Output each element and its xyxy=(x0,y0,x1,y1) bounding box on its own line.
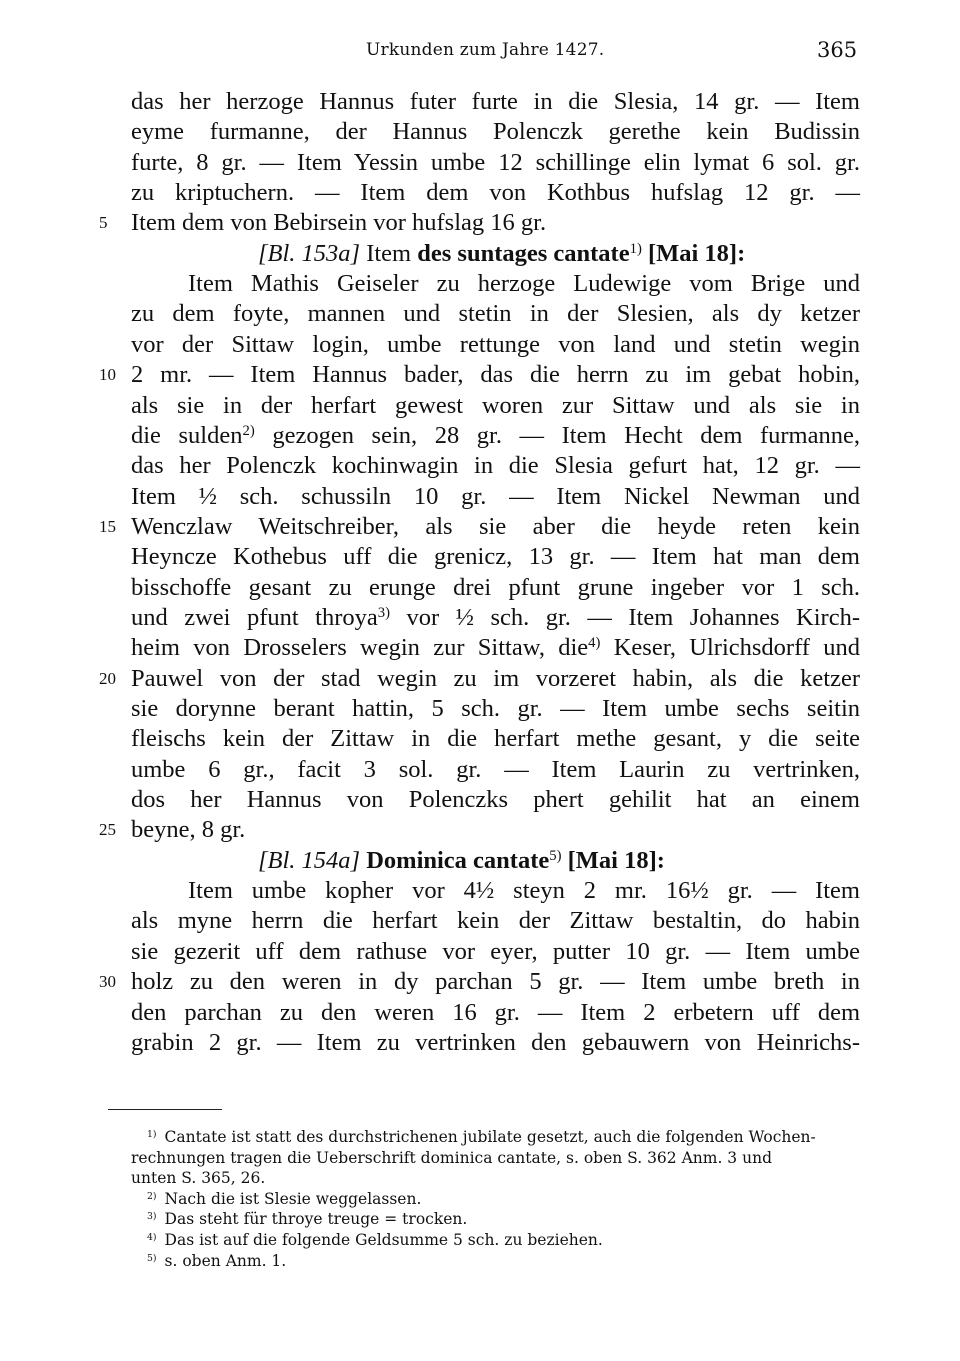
line-number: 25 xyxy=(99,820,116,839)
text-line: fleischs kein der Zittaw in die herfart methe gesant, y die seite xyxy=(131,725,860,752)
footnote-number: 4) xyxy=(147,1231,157,1243)
line-number: 15 xyxy=(99,517,116,536)
line-text: Keser, Ulrichsdorff und xyxy=(600,634,860,661)
running-title: Urkunden zum Jahre 1427. xyxy=(366,40,605,60)
text-line: das her Polenczk kochinwagin in die Slesia gefurt hat, 12 gr. — xyxy=(131,452,860,479)
heading-title: des suntages cantate xyxy=(417,240,630,267)
footnote xyxy=(131,1148,871,1169)
footnote xyxy=(147,1230,887,1251)
footnote-marker: 2) xyxy=(242,422,255,439)
text-line: umbe 6 gr., facit 3 sol. gr. — Item Laurin zu vertrinken, xyxy=(131,756,860,783)
folio-reference: [Bl. 153a] xyxy=(258,240,361,267)
line-number: 5 xyxy=(99,213,108,232)
page-number: 365 xyxy=(817,38,858,62)
running-header xyxy=(0,40,960,70)
text-line: als sie in der herfart gewest woren zur Sittaw und als sie in xyxy=(131,392,860,419)
line-number: 10 xyxy=(99,365,116,384)
section-heading xyxy=(258,846,665,876)
footnote xyxy=(147,1209,887,1230)
footnote-text: rechnungen tragen die Ueberschrift dominica cantate, s. oben S. 362 Anm. 3 und xyxy=(131,1149,772,1167)
text-line: Item umbe kopher vor 4½ steyn 2 mr. 16½ gr. — Item xyxy=(188,877,860,904)
footnote xyxy=(131,1168,871,1189)
text-line: das her herzoge Hannus futer furte in die Slesia, 14 gr. — Item xyxy=(131,88,860,115)
text-line: zu kriptuchern. — Item dem von Kothbus hufslag 12 gr. — xyxy=(131,179,860,206)
line-number: 30 xyxy=(99,972,116,991)
text-line: eyme furmanne, der Hannus Polenczk gerethe kein Budissin xyxy=(131,118,860,145)
footnote xyxy=(147,1127,887,1148)
heading-date: [Mai 18]: xyxy=(641,240,746,267)
footnote-text: s. oben Anm. 1. xyxy=(164,1252,287,1270)
footnote-number: 5) xyxy=(147,1252,157,1264)
text-line: Pauwel von der stad wegin zu im vorzeret habin, als die ketzer xyxy=(131,665,860,692)
footnote-text: Cantate ist statt des durchstrichenen jubilate gesetzt, auch die folgenden Wochen- xyxy=(164,1128,816,1146)
footnote-marker: 3) xyxy=(377,604,390,621)
folio-reference: [Bl. 154a] xyxy=(258,847,361,874)
line-text: vor ½ sch. gr. — Item Johannes Kirch- xyxy=(390,604,860,631)
text-line: dos her Hannus von Polenczks phert gehilit hat an einem xyxy=(131,786,860,813)
text-line: Item ½ sch. schussiln 10 gr. — Item Nickel Newman und xyxy=(131,483,860,510)
text-line xyxy=(131,633,860,663)
text-line: Wenczlaw Weitschreiber, als sie aber die heyde reten kein xyxy=(131,513,860,540)
heading-title: Dominica cantate xyxy=(366,847,550,874)
line-text: die sulden xyxy=(131,422,243,449)
text-line: bisschoffe gesant zu erunge drei pfunt grune ingeber vor 1 sch. xyxy=(131,574,860,601)
text-line: furte, 8 gr. — Item Yessin umbe 12 schillinge elin lymat 6 sol. gr. xyxy=(131,149,860,176)
line-text: heim von Drosselers wegin zur Sittaw, die xyxy=(131,634,589,661)
footnote-number: 1) xyxy=(147,1128,157,1140)
footnote-marker: 1) xyxy=(629,240,642,257)
footnote-number: 2) xyxy=(147,1190,157,1202)
footnote xyxy=(147,1251,887,1272)
footnote-text: Nach die ist Slesie weggelassen. xyxy=(164,1190,422,1208)
text-line: holz zu den weren in dy parchan 5 gr. — Item umbe breth in xyxy=(131,968,860,995)
text-line: vor der Sittaw login, umbe rettunge von land und stetin wegin xyxy=(131,331,860,358)
text-line: sie dorynne berant hattin, 5 sch. gr. — Item umbe sechs seitin xyxy=(131,695,860,722)
heading-date: [Mai 18]: xyxy=(561,847,665,874)
footnote-text: Das steht für throye treuge = trocken. xyxy=(164,1210,468,1228)
text-line: Item Mathis Geiseler zu herzoge Ludewige vom Brige und xyxy=(188,270,860,297)
footnote-marker: 5) xyxy=(549,847,562,864)
footnote-number: 3) xyxy=(147,1210,157,1222)
text-line xyxy=(131,603,860,633)
footnote-marker: 4) xyxy=(588,634,601,651)
text-line: beyne, 8 gr. xyxy=(131,816,246,843)
heading-text: Item xyxy=(360,240,418,267)
text-line: zu dem foyte, mannen und stetin in der Slesien, als dy ketzer xyxy=(131,300,860,327)
text-line: Item dem von Bebirsein vor hufslag 16 gr. xyxy=(131,209,547,236)
text-line: Heyncze Kothebus uff die grenicz, 13 gr. — Item hat man dem xyxy=(131,543,860,570)
line-text: und zwei pfunt throya xyxy=(131,604,378,631)
text-line xyxy=(131,421,860,451)
footnote-rule xyxy=(108,1109,222,1110)
text-line: grabin 2 gr. — Item zu vertrinken den gebauwern von Heinrichs- xyxy=(131,1029,860,1056)
footnote-text: Das ist auf die folgende Geldsumme 5 sch. zu beziehen. xyxy=(164,1231,603,1249)
section-heading xyxy=(258,239,745,269)
text-line: sie gezerit uff dem rathuse vor eyer, putter 10 gr. — Item umbe xyxy=(131,938,860,965)
text-line: als myne herrn die herfart kein der Zittaw bestaltin, do habin xyxy=(131,907,860,934)
footnote-text: unten S. 365, 26. xyxy=(131,1169,266,1187)
footnote xyxy=(147,1189,887,1210)
line-text: gezogen sein, 28 gr. — Item Hecht dem furmanne, xyxy=(254,422,860,449)
text-line: 2 mr. — Item Hannus bader, das die herrn zu im gebat hobin, xyxy=(131,361,860,388)
text-line: den parchan zu den weren 16 gr. — Item 2 erbetern uff dem xyxy=(131,999,860,1026)
line-number: 20 xyxy=(99,669,116,688)
